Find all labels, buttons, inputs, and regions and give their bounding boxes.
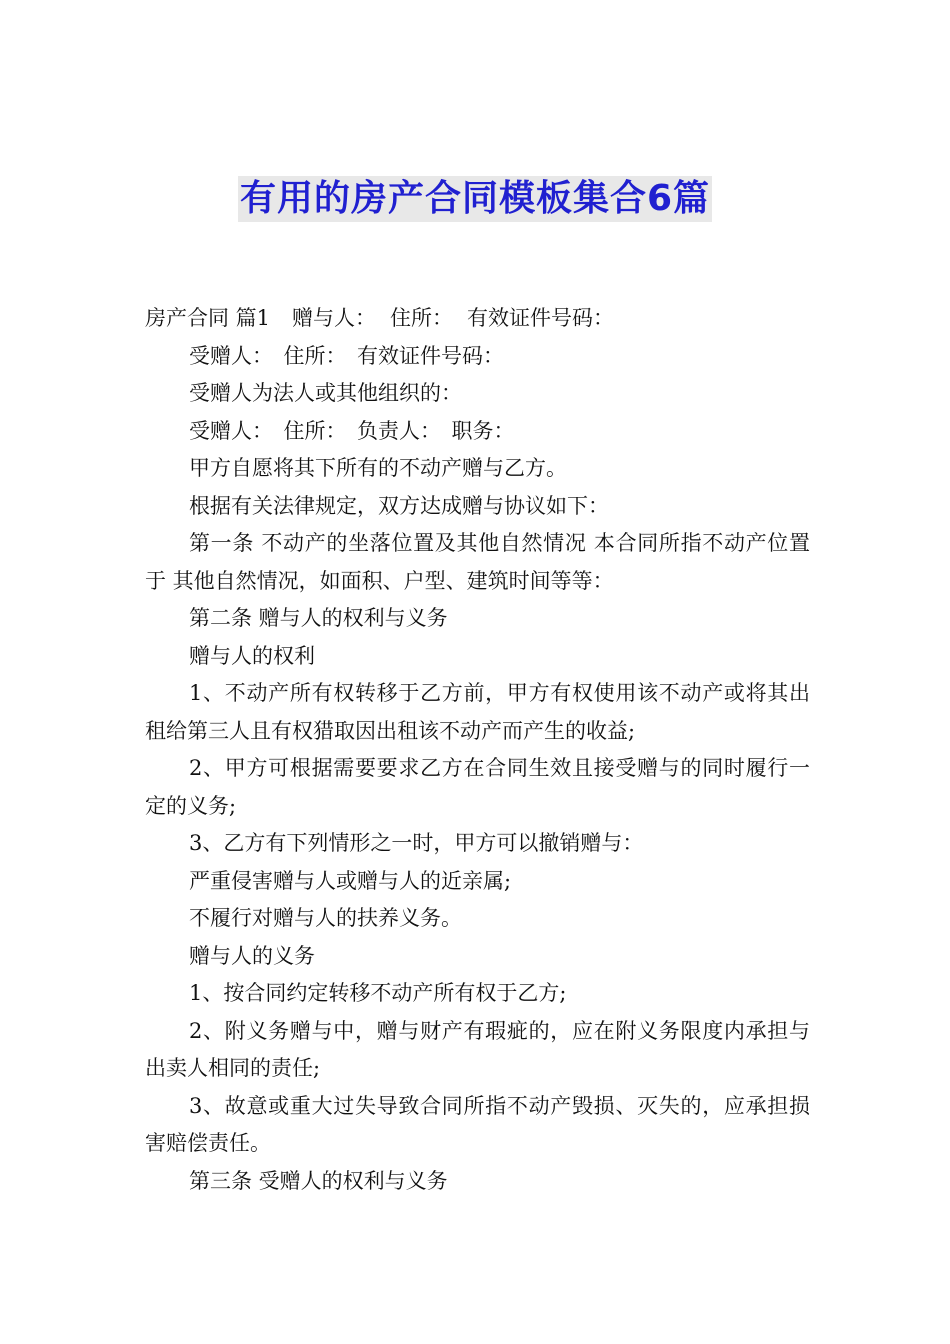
donor-label: 赠与人： [292,306,377,330]
document-body [145,300,810,1200]
section-heading: 赠与人的权利 [189,643,315,668]
id-number-label: 有效证件号码： [467,306,615,330]
paragraph: 甲方自愿将其下所有的不动产赠与乙方。 [189,456,567,480]
paragraph: 严重侵害赠与人或赠与人的近亲属; [189,868,512,893]
list-item: 3、乙方有下列情形之一时，甲方可以撤销赠与： [189,831,644,855]
article-heading: 第二条 赠与人的权利与义务 [189,606,448,630]
paragraph: 受赠人为法人或其他组织的： [189,381,462,405]
list-item: 2、附义务赠与中，赠与财产有瑕疵的，应在附义务限度内承担与出卖人相同的责任; [145,1018,810,1080]
list-item: 2、甲方可根据需要要求乙方在合同生效且接受赠与的同时履行一定的义务; [145,756,810,818]
address-label: 住所： [390,306,454,330]
paragraph: 根据有关法律规定，双方达成赠与协议如下： [189,493,609,518]
list-item: 3、故意或重大过失导致合同所指不动产毁损、灭失的，应承担损害赔偿责任。 [145,1093,810,1155]
list-item: 1、不动产所有权转移于乙方前，甲方有权使用该不动产或将其出租给第三人且有权猎取因出租该不动产而产生的收益; [145,681,810,743]
paragraph: 不履行对赠与人的扶养义务。 [189,906,462,930]
section-heading: 赠与人的义务 [189,943,315,968]
article-heading: 第三条 受赠人的权利与义务 [189,1168,448,1193]
paragraph: 受赠人： 住所： 负责人： 职务： [189,418,515,443]
contract-heading: 房产合同 篇1 [145,306,271,330]
title-block [0,176,950,222]
paragraph: 受赠人： 住所： 有效证件号码： [189,343,504,368]
list-item: 1、按合同约定转移不动产所有权于乙方; [189,981,567,1005]
first-line [145,300,810,338]
document-title: 有用的房产合同模板集合6篇 [238,176,712,222]
article-heading: 第一条 不动产的坐落位置及其他自然情况 本合同所指不动产位置于 其他自然情况，如面积、户型、建筑时间等等： [145,531,810,593]
